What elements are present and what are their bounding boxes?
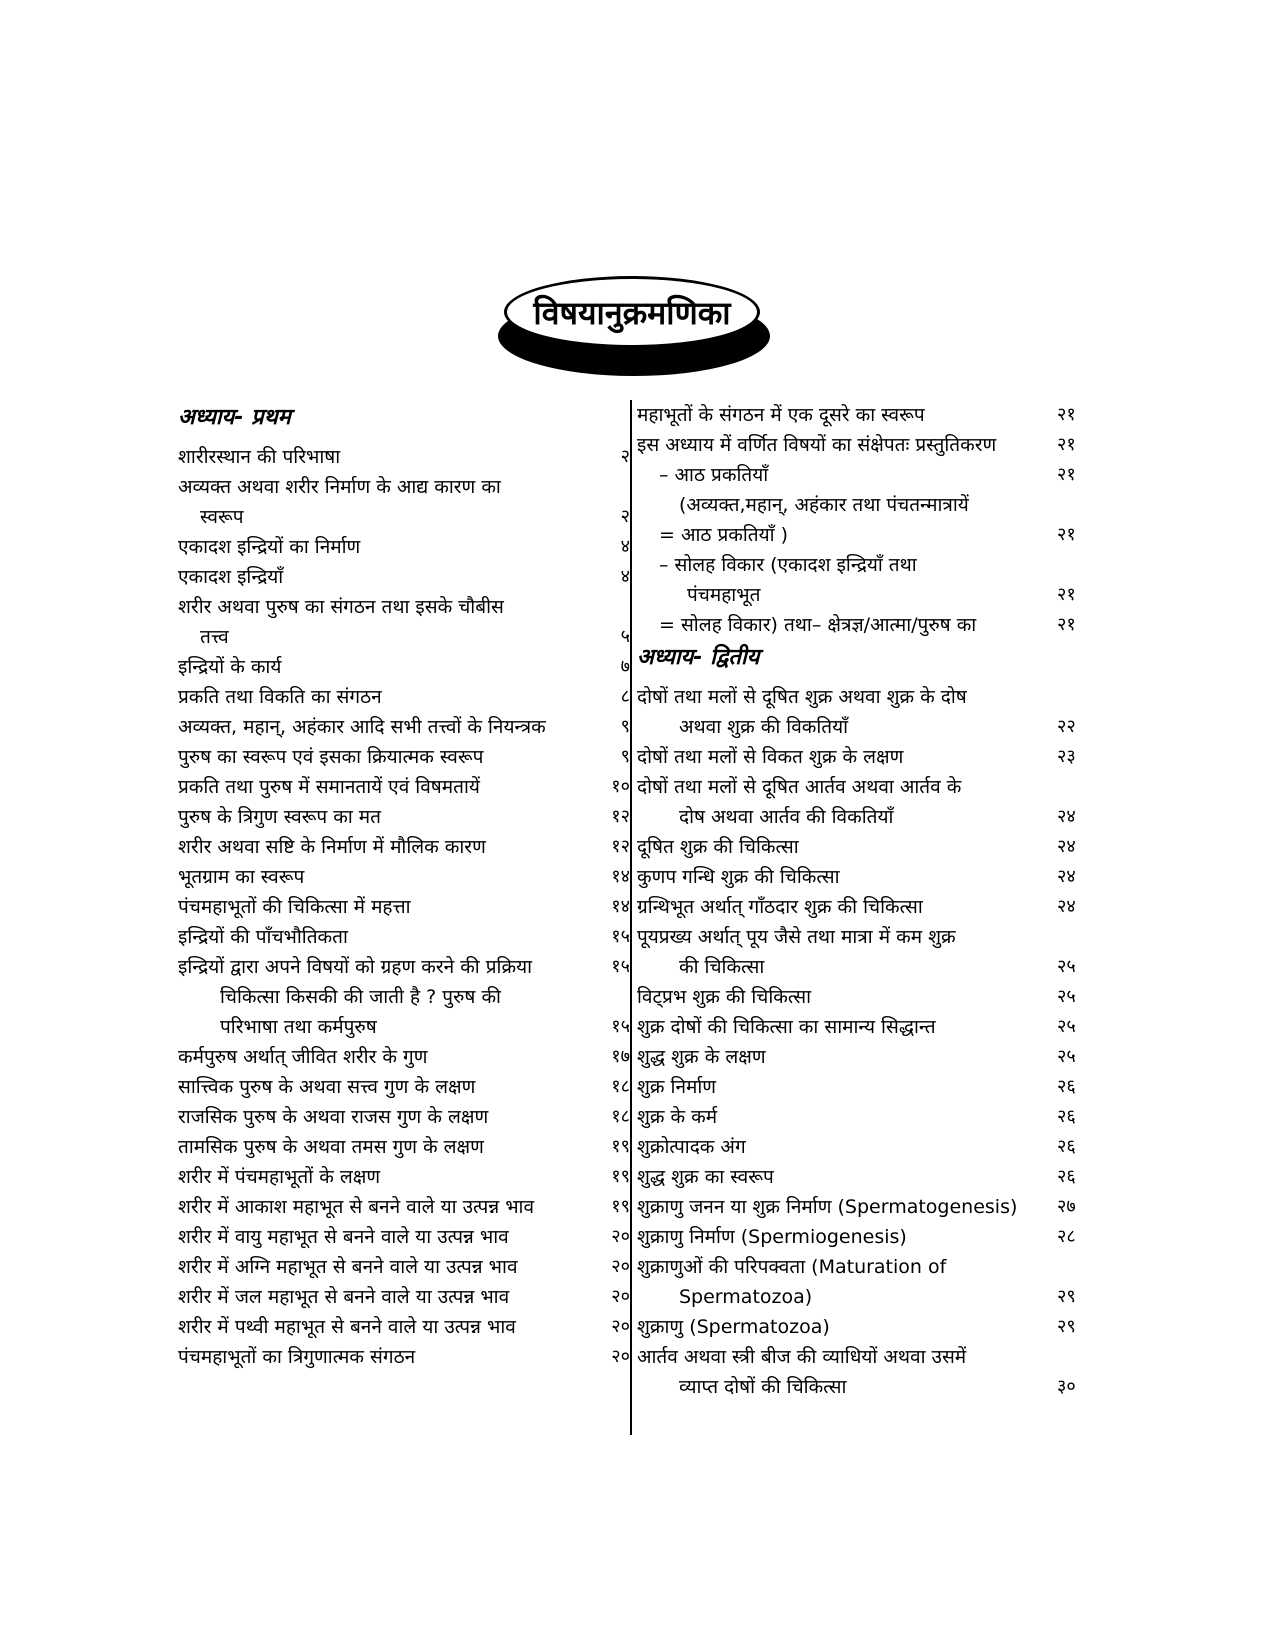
toc-entry — [637, 1252, 1093, 1282]
toc-entry — [178, 592, 630, 622]
toc-entry-text: अव्यक्त, महान्, अहंकार आदि सभी तत्त्वों के नियन्त्रक — [178, 716, 546, 738]
toc-entry-text: शरीर में अग्नि महाभूत से बनने वाले या उत्पन्न भाव — [178, 1256, 518, 1278]
toc-entry-text: इन्द्रियों द्वारा अपने विषयों को ग्रहण करने की प्रक्रिया — [178, 956, 533, 978]
toc-entry — [178, 532, 630, 562]
toc-entry — [637, 430, 1093, 460]
toc-entry-text: शुक्र के कर्म — [637, 1106, 718, 1128]
toc-page-number: २१ — [1057, 614, 1076, 635]
toc-page-number: १८ — [611, 1106, 630, 1127]
toc-entry — [637, 772, 1093, 802]
toc-page-number: ८ — [620, 686, 630, 707]
toc-page-number: ३० — [1057, 1376, 1076, 1397]
toc-entry — [178, 502, 630, 532]
toc-entry-text: शुक्राणु (Spermatozoa) — [637, 1316, 830, 1338]
toc-entry — [637, 742, 1093, 772]
toc-entry-text: शुद्ध शुक्र के लक्षण — [637, 1046, 766, 1068]
toc-entry — [637, 1162, 1093, 1192]
toc-entry — [637, 922, 1093, 952]
toc-entry-text: शुक्रोत्पादक अंग — [637, 1136, 746, 1158]
toc-entry-text: सात्त्विक पुरुष के अथवा सत्त्व गुण के लक्षण — [178, 1076, 476, 1098]
toc-entry — [178, 1102, 630, 1132]
toc-entry-text: शुक्र दोषों की चिकित्सा का सामान्य सिद्धान्त — [637, 1016, 936, 1038]
toc-entry-text: (अव्यक्त,महान्, अहंकार तथा पंचतन्मात्रायें — [679, 494, 969, 516]
toc-entry — [178, 1012, 630, 1042]
right-toc-list-b — [637, 682, 1093, 1402]
toc-page-number: १९ — [611, 1166, 630, 1187]
toc-page-number: २ — [620, 446, 630, 467]
toc-page-number: २० — [611, 1286, 630, 1307]
toc-entry-text: दोषों तथा मलों से विकत शुक्र के लक्षण — [637, 746, 904, 768]
toc-entry — [637, 1102, 1093, 1132]
toc-page-number: २० — [611, 1346, 630, 1367]
toc-page-number: २१ — [1057, 464, 1076, 485]
toc-entry-text: पंचमहाभूतों की चिकित्सा में महत्ता — [178, 896, 411, 918]
toc-entry — [178, 472, 630, 502]
toc-entry — [178, 562, 630, 592]
left-column — [178, 400, 630, 1372]
toc-entry — [637, 982, 1093, 1012]
toc-page-number: २३ — [1057, 746, 1076, 767]
toc-entry — [178, 862, 630, 892]
toc-page-number: २० — [611, 1256, 630, 1277]
toc-entry-text: शुक्राणुओं की परिपक्वता (Maturation of — [637, 1256, 947, 1278]
toc-entry-text: शरीर में आकाश महाभूत से बनने वाले या उत्पन्न भाव — [178, 1196, 535, 1218]
toc-entry — [637, 1342, 1093, 1372]
toc-entry — [637, 400, 1093, 430]
toc-entry — [178, 772, 630, 802]
toc-entry-text: शुक्राणु जनन या शुक्र निर्माण (Spermatogenesis) — [637, 1196, 1018, 1218]
toc-entry-text: Spermatozoa) — [679, 1286, 813, 1308]
toc-entry — [178, 802, 630, 832]
toc-page-number: ७ — [620, 656, 630, 677]
toc-entry — [637, 1222, 1093, 1252]
toc-entry-text: पंचमहाभूतों का त्रिगुणात्मक संगठन — [178, 1346, 416, 1368]
toc-page-number: २२ — [1057, 716, 1076, 737]
column-divider — [630, 400, 632, 1435]
toc-entry — [178, 442, 630, 472]
toc-entry-text: शरीर में पंचमहाभूतों के लक्षण — [178, 1166, 381, 1188]
toc-entry — [637, 460, 1093, 490]
toc-entry-text: शरीर में वायु महाभूत से बनने वाले या उत्पन्न भाव — [178, 1226, 509, 1248]
toc-page-number: १७ — [611, 1046, 630, 1067]
toc-entry-text: पुरुष का स्वरूप एवं इसका क्रियात्मक स्वरूप — [178, 746, 484, 768]
toc-page-number: २९ — [1057, 1286, 1076, 1307]
toc-entry — [637, 610, 1093, 640]
toc-entry-text: शरीर अथवा पुरुष का संगठन तथा इसके चौबीस — [178, 596, 504, 618]
toc-entry — [178, 1342, 630, 1372]
toc-page-number: २५ — [1057, 1046, 1076, 1067]
page-title: विषयानुक्रमणिका — [533, 293, 731, 332]
toc-page-number: १८ — [611, 1076, 630, 1097]
toc-page-number: २५ — [1057, 986, 1076, 1007]
toc-page-number: २१ — [1057, 404, 1076, 425]
toc-entry-text: आर्तव अथवा स्त्री बीज की व्याधियों अथवा उसमें — [637, 1346, 967, 1368]
toc-page-number: २४ — [1057, 806, 1076, 827]
toc-page-number: १४ — [611, 896, 630, 917]
toc-entry-text: तत्त्व — [200, 626, 229, 648]
toc-page-number: २० — [611, 1316, 630, 1337]
toc-entry — [178, 742, 630, 772]
toc-entry-text: शुद्ध शुक्र का स्वरूप — [637, 1166, 774, 1188]
toc-entry — [637, 1072, 1093, 1102]
right-column — [637, 400, 1093, 1402]
toc-entry-text: पुरुष के त्रिगुण स्वरूप का मत — [178, 806, 381, 828]
toc-entry-text: इन्द्रियों की पाँचभौतिकता — [178, 926, 348, 948]
toc-entry-text: ग्रन्थिभूत अर्थात् गाँठदार शुक्र की चिकित्सा — [637, 896, 923, 918]
toc-entry — [637, 952, 1093, 982]
toc-entry — [178, 1282, 630, 1312]
title-badge — [498, 270, 770, 382]
toc-entry — [637, 802, 1093, 832]
toc-page-number: १९ — [611, 1196, 630, 1217]
toc-page-number: २४ — [1057, 836, 1076, 857]
toc-entry — [637, 1192, 1093, 1222]
toc-entry-text: राजसिक पुरुष के अथवा राजस गुण के लक्षण — [178, 1106, 489, 1128]
toc-page-number: २६ — [1057, 1136, 1076, 1157]
toc-page-number: १५ — [611, 1016, 630, 1037]
toc-entry — [637, 1012, 1093, 1042]
toc-entry — [178, 682, 630, 712]
toc-entry — [637, 1372, 1093, 1402]
toc-page-number: २४ — [1057, 866, 1076, 887]
toc-entry-text: तामसिक पुरुष के अथवा तमस गुण के लक्षण — [178, 1136, 484, 1158]
toc-page-number: २० — [611, 1226, 630, 1247]
toc-entry — [178, 712, 630, 742]
toc-entry-text: अव्यक्त अथवा शरीर निर्माण के आद्य कारण का — [178, 476, 501, 498]
toc-entry-text: दोषों तथा मलों से दूषित शुक्र अथवा शुक्र के दोष — [637, 686, 967, 708]
chapter-heading-1: अध्याय- प्रथम — [178, 405, 291, 430]
toc-page-number: २६ — [1057, 1106, 1076, 1127]
toc-entry-text: इस अध्याय में वर्णित विषयों का संक्षेपतः प्रस्तुतिकरण — [637, 434, 997, 456]
toc-page-number: ९ — [620, 746, 630, 767]
toc-entry — [178, 922, 630, 952]
toc-entry — [637, 712, 1093, 742]
toc-entry — [178, 1192, 630, 1222]
toc-page-number: ४ — [620, 566, 630, 587]
toc-page-number: ५ — [620, 626, 630, 647]
left-toc-list — [178, 442, 630, 1372]
toc-page-number: १२ — [611, 836, 630, 857]
toc-entry — [178, 1222, 630, 1252]
toc-entry-text: शरीर में जल महाभूत से बनने वाले या उत्पन्न भाव — [178, 1286, 510, 1308]
toc-entry-text: महाभूतों के संगठन में एक दूसरे का स्वरूप — [637, 404, 925, 426]
toc-entry-text: पूयप्रख्य अर्थात् पूय जैसे तथा मात्रा में कम शुक्र — [637, 926, 956, 948]
toc-entry-text: = सोलह विकार) तथा– क्षेत्रज्ञ/आत्मा/पुरुष का — [659, 614, 977, 636]
toc-entry — [178, 952, 630, 982]
toc-page-number: १४ — [611, 866, 630, 887]
toc-entry-text: अथवा शुक्र की विकतियाँ — [679, 716, 849, 738]
toc-entry-text: प्रकति तथा विकति का संगठन — [178, 686, 382, 708]
toc-entry — [178, 652, 630, 682]
toc-entry — [178, 1042, 630, 1072]
toc-page-number: १२ — [611, 806, 630, 827]
toc-entry-text: पंचमहाभूत — [687, 584, 761, 606]
toc-page-number: २१ — [1057, 524, 1076, 545]
toc-page-number: २१ — [1057, 584, 1076, 605]
toc-entry-text: व्याप्त दोषों की चिकित्सा — [679, 1376, 847, 1398]
toc-entry — [637, 580, 1093, 610]
toc-page-number: २६ — [1057, 1076, 1076, 1097]
toc-entry-text: विट्प्रभ शुक्र की चिकित्सा — [637, 986, 812, 1008]
toc-entry-text: शरीर में पथ्वी महाभूत से बनने वाले या उत्पन्न भाव — [178, 1316, 516, 1338]
toc-entry — [637, 520, 1093, 550]
toc-page-number: १० — [611, 776, 630, 797]
toc-entry-text: स्वरूप — [200, 506, 244, 528]
toc-page-number: २५ — [1057, 1016, 1076, 1037]
chapter-heading-2: अध्याय- द्वितीय — [637, 645, 760, 670]
toc-entry-text: शुक्राणु निर्माण (Spermiogenesis) — [637, 1226, 907, 1248]
toc-entry-text: दोष अथवा आर्तव की विकतियाँ — [679, 806, 894, 828]
toc-entry — [637, 682, 1093, 712]
toc-entry — [178, 1162, 630, 1192]
toc-entry-text: इन्द्रियों के कार्य — [178, 656, 282, 678]
toc-entry-text: – सोलह विकार (एकादश इन्द्रियाँ तथा — [659, 554, 917, 576]
toc-page-number: ४ — [620, 536, 630, 557]
toc-entry-text: दूषित शुक्र की चिकित्सा — [637, 836, 799, 858]
toc-entry-text: शारीरस्थान की परिभाषा — [178, 446, 341, 468]
toc-entry — [637, 490, 1093, 520]
toc-entry — [637, 862, 1093, 892]
right-toc-list-a — [637, 400, 1093, 640]
toc-page-number: १९ — [611, 1136, 630, 1157]
toc-entry-text: – आठ प्रकतियाँ — [659, 464, 769, 486]
toc-entry-text: एकादश इन्द्रियाँ — [178, 566, 284, 588]
toc-page-number: २८ — [1057, 1226, 1076, 1247]
toc-entry — [178, 1252, 630, 1282]
toc-page-number: २ — [620, 506, 630, 527]
toc-entry-text: चिकित्सा किसकी की जाती है ? पुरुष की — [220, 986, 501, 1008]
toc-entry-text: प्रकति तथा पुरुष में समानतायें एवं विषमतायें — [178, 776, 480, 798]
toc-entry — [178, 1072, 630, 1102]
toc-page-number: २४ — [1057, 896, 1076, 917]
toc-entry-text: परिभाषा तथा कर्मपुरुष — [220, 1016, 377, 1038]
title-oval — [504, 276, 760, 348]
toc-entry-text: शरीर अथवा सष्टि के निर्माण में मौलिक कारण — [178, 836, 486, 858]
toc-entry-text: कुणप गन्धि शुक्र की चिकित्सा — [637, 866, 840, 888]
toc-page-number: १५ — [611, 926, 630, 947]
toc-entry-text: एकादश इन्द्रियों का निर्माण — [178, 536, 361, 558]
toc-entry — [178, 1312, 630, 1342]
toc-entry-text: कर्मपुरुष अर्थात् जीवित शरीर के गुण — [178, 1046, 428, 1068]
toc-entry-text: दोषों तथा मलों से दूषित आर्तव अथवा आर्तव के — [637, 776, 962, 798]
toc-entry — [637, 1312, 1093, 1342]
toc-entry — [637, 1042, 1093, 1072]
toc-entry — [637, 1282, 1093, 1312]
toc-entry-text: भूतग्राम का स्वरूप — [178, 866, 305, 888]
toc-entry — [637, 832, 1093, 862]
toc-entry — [637, 892, 1093, 922]
toc-entry — [178, 892, 630, 922]
toc-entry — [178, 1132, 630, 1162]
toc-page-number: २५ — [1057, 956, 1076, 977]
toc-entry — [178, 622, 630, 652]
toc-page-number: २९ — [1057, 1316, 1076, 1337]
toc-entry-text: = आठ प्रकतियाँ ) — [659, 524, 789, 546]
toc-page-number: २१ — [1057, 434, 1076, 455]
toc-entry — [178, 832, 630, 862]
toc-entry-text: शुक्र निर्माण — [637, 1076, 717, 1098]
toc-page-number: १५ — [611, 956, 630, 977]
toc-entry — [178, 982, 630, 1012]
toc-page-number: २७ — [1057, 1196, 1076, 1217]
toc-page-number: ९ — [620, 716, 630, 737]
toc-entry — [637, 550, 1093, 580]
toc-entry-text: की चिकित्सा — [679, 956, 765, 978]
toc-entry — [637, 1132, 1093, 1162]
toc-page-number: २६ — [1057, 1166, 1076, 1187]
